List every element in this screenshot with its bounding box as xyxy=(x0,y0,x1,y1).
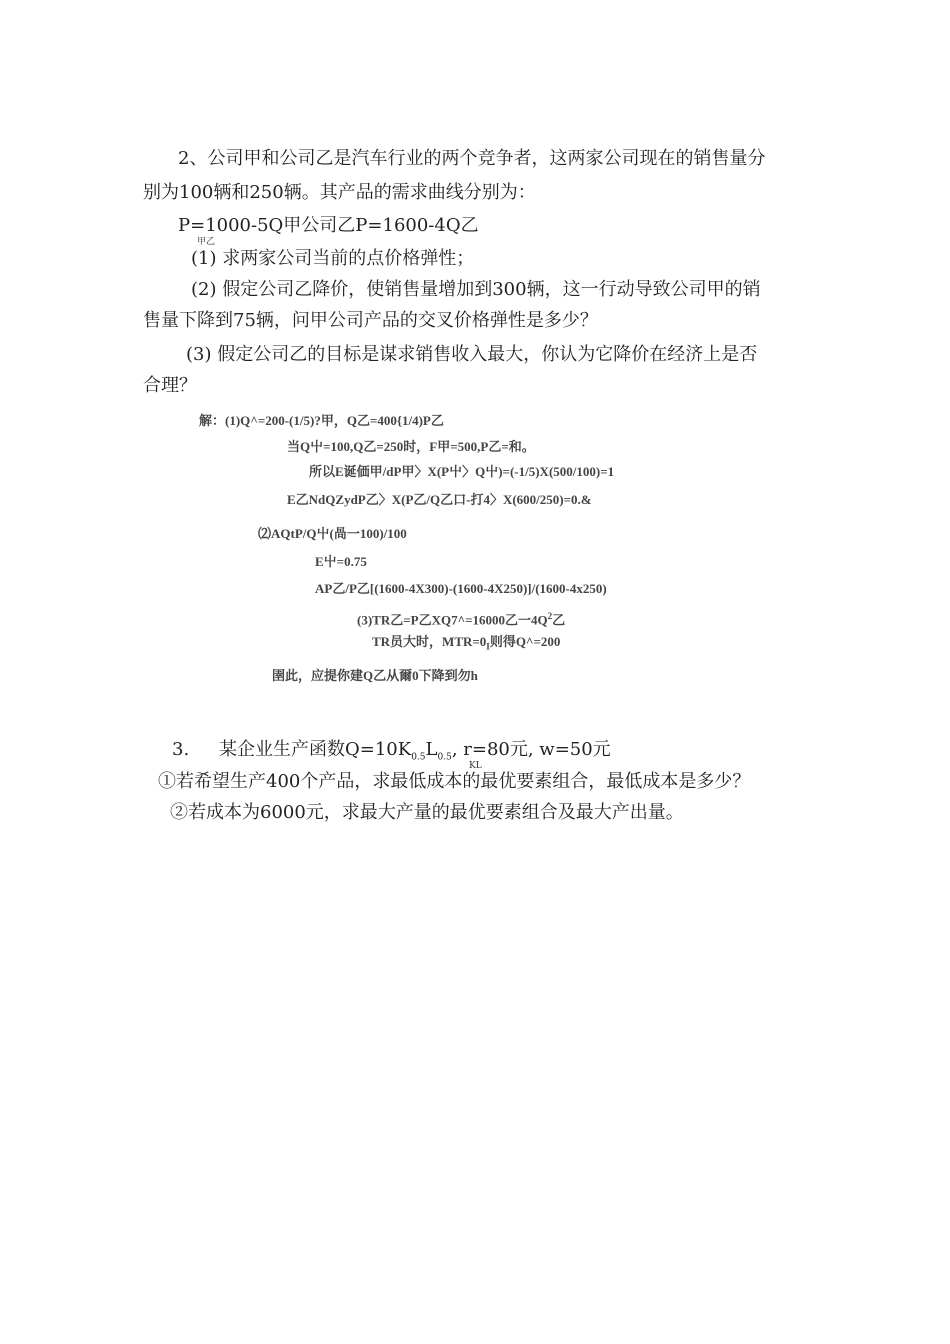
solution-line-8-end: 乙 xyxy=(552,612,566,628)
problem3-question-2: ②若成本为6000元，求最大产量的最优要素组合及最大产出量。 xyxy=(170,802,684,823)
solution-line-1: 解：(1)Q^=200-(1/5)?甲，Q乙=400{1/4)P乙 xyxy=(199,413,444,428)
k-exponent: 0.5 xyxy=(411,752,426,763)
solution-line-9-end: 则得Q^=200 xyxy=(489,634,561,649)
kl-subscript: KL xyxy=(469,761,482,771)
solution-line-8 xyxy=(357,607,565,629)
solution-line-2: 当Q屮=100,Q乙=250时，F甲=500,P乙=和。 xyxy=(287,439,535,454)
solution-line-7: AP乙/P乙[(1600-4X300)-(1600-4X250)]/(1600-4x250) xyxy=(315,581,607,596)
price-text: , r=80元, w=50元 xyxy=(451,739,611,760)
question-3-line2: 合理？ xyxy=(143,375,197,396)
solution-line-9-text: TR员大时，MTR=0 xyxy=(372,634,487,649)
solution-line-3: 所以E诞価甲/dP甲〉X(P屮〉Q屮)=(-1/5)X(500/100)=1 xyxy=(309,464,615,479)
solution-line-6: E屮=0.75 xyxy=(315,554,367,569)
problem2-line1: 2、公司甲和公司乙是汽车行业的两个竞争者，这两家公司现在的销售量分 xyxy=(178,148,766,169)
production-function xyxy=(219,738,611,770)
problem3-question-1: ①若希望生产400个产品，求最低成本的最优要素组合，最低成本是多少？ xyxy=(158,771,751,792)
question-3-line1: (3) 假定公司乙的目标是谋求销售收入最大，你认为它降价在经济上是否 xyxy=(186,344,758,365)
demand-curves: P=1000-5Q甲公司乙P=1600-4Q乙 xyxy=(178,215,479,236)
solution-line-8-sup: 2 xyxy=(547,611,553,621)
production-function-text: 某企业生产函数Q=10K xyxy=(219,739,412,760)
l-symbol: L xyxy=(425,739,438,760)
question-1: (1) 求两家公司当前的点价格弹性； xyxy=(191,248,475,269)
solution-line-10: 圉此，应提你建Q乙从爾0下降到勿h xyxy=(272,668,478,683)
solution-line-9 xyxy=(372,633,560,656)
question-2-line2: 售量下降到75辆，问甲公司产品的交叉价格弹性是多少？ xyxy=(143,310,598,331)
demand-subscripts: 甲乙 xyxy=(197,237,216,247)
problem2-line2: 别为100辆和250辆。其产品的需求曲线分别为： xyxy=(143,182,536,203)
problem3-number: 3. xyxy=(172,739,190,760)
solution-line-4: E乙NdQZydP乙〉X(P乙/Q乙口-打4〉X(600/250)=0.& xyxy=(287,492,592,507)
solution-line-9-sub: I xyxy=(486,641,490,652)
solution-line-8-text: (3)TR乙=P乙XQ7^=16000乙一4Q xyxy=(357,612,548,628)
l-exponent: 0.5 xyxy=(437,752,452,763)
question-2-line1: (2) 假定公司乙降价，使销售量增加到300辆，这一行动导致公司甲的销 xyxy=(191,279,761,300)
solution-line-5: ⑵AQtP/Q屮(咼一100)/100 xyxy=(258,526,407,541)
